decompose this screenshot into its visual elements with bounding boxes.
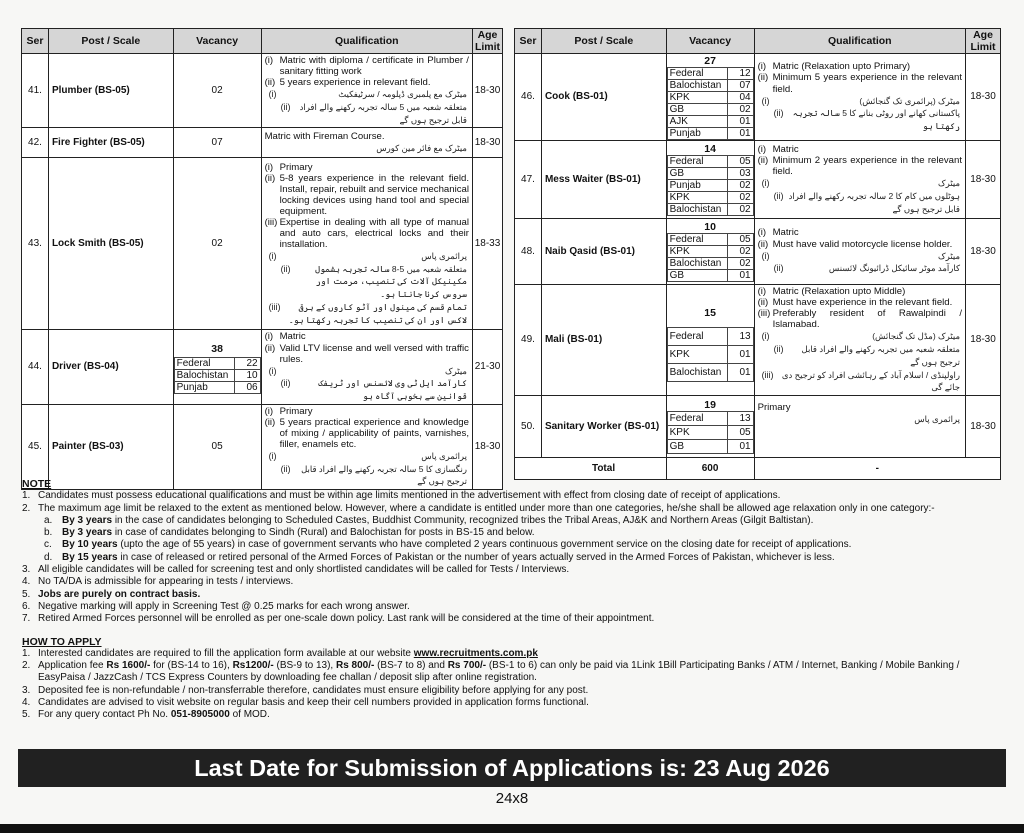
row-post: Cook (BS-01) <box>541 54 666 141</box>
row-vacancy: 05 <box>173 404 261 489</box>
row-ser: 46. <box>515 54 542 141</box>
row-post: Lock Smith (BS-05) <box>48 158 173 330</box>
row-ser: 45. <box>22 404 49 489</box>
row-age: 18-30 <box>472 404 502 489</box>
table-row <box>515 54 1001 141</box>
row-age: 18-30 <box>966 285 1001 396</box>
vacancy-split: Federal 05 KPK 02 Balochistan 02 GB 01 <box>667 233 754 282</box>
list-item: d. By 15 years in case of released or retired personal of the Armed Forces of Pakistan or the number of years actually served in the Armed Forces of Pakistan, whichever is less. <box>44 551 835 563</box>
vacancy-split: Federal 22 Balochistan 10 Punjab 06 <box>174 357 261 394</box>
list-item: 3. Deposited fee is non-refundable / non-transferrable therefore, candidates must ensure eligibility before applying for any post. <box>22 684 589 696</box>
row-ser: 44. <box>22 330 49 404</box>
list-item: 4. No TA/DA is admissible for appearing in tests / interviews. <box>22 576 294 588</box>
how-to-apply-heading: HOW TO APPLY <box>22 635 102 648</box>
row-post: Mess Waiter (BS-01) <box>541 141 666 219</box>
row-age: 18-30 <box>966 396 1001 458</box>
row-vacancy: 02 <box>173 158 261 330</box>
row-vacancy: 07 <box>173 128 261 158</box>
row-age: 18-33 <box>472 158 502 330</box>
row-qualification: (i) Matric (Relaxation upto Middle) (ii) Must have experience in the relevant field. (iii) Preferably resident of Rawalpindi / Islamabad. (i) میٹرک (مڈل تک گنجائش) (ii) متعلقہ شعبہ میں تجربہ رکھنے والے افراد قابل ترجیح ہوں گے (iii) راولپنڈی / اسلام آباد کے رہائشی افراد کو ترجیح دی جائے گی <box>754 285 965 396</box>
row-qualification: (i) Matric (ii) Must have valid motorcycle license holder. (i) میٹرک (ii) کارآمد موٹر سائیکل ڈرائیونگ لائسنس <box>754 219 965 285</box>
table-row <box>22 158 503 330</box>
total-vacancy: 600 <box>666 458 754 480</box>
row-qualification: Primary پرائمری پاس <box>754 396 965 458</box>
row-ser: 43. <box>22 158 49 330</box>
contact-phone: 051-8905000 <box>170 709 230 721</box>
row-vacancy: 10 Federal 05 KPK 02 Balochistan 02 GB 01 <box>666 219 754 285</box>
last-date-banner: Last Date for Submission of Applications is: 23 Aug 2026 <box>18 749 1006 787</box>
row-post: Naib Qasid (BS-01) <box>541 219 666 285</box>
list-item: 1. Interested candidates are required to fill the application form available at our website www.recruitments.com.pk <box>22 647 538 659</box>
table-row <box>515 141 1001 219</box>
row-vacancy: 19 Federal 13 KPK 05 GB 01 <box>666 396 754 458</box>
row-qualification: (i) Primary (ii) 5 years practical experience and knowledge of mixing / applicability of paints, varnishes, filler, enamels etc. (i) پرائمری پاس (ii) رنگسازی کا 5 سالہ تجربہ رکھنے والے افراد قابل ترجیح ہوں گے <box>261 404 472 489</box>
row-qualification: (i) Primary (ii) 5-8 years experience in the relevant field. Install, repair, rebuilt and service mechanical locking devices using hand tool and special equipment. (iii) Expertise in dealing with all type of manual and auto cars, electrical locks and their installation. (i) پرائمری پاس (ii) متعلقہ شعبہ میں 5-8 سالہ تجربہ بشمول مکینیکل آلات کی تنصیب، مرمت اور سروس کرنا جانتا ہو۔ (iii) تمام قسم کی مینول اور آٹو کاروں کے برقی لاکس اور ان کی تنصیب کا تجربہ رکھتا ہو۔ <box>261 158 472 330</box>
row-vacancy: 38 Federal 22 Balochistan 10 Punjab 06 <box>173 330 261 404</box>
table-row <box>22 330 503 404</box>
vacancy-split: Federal 12 Balochistan 07 KPK 04 GB 02 AJK 01 Punjab 01 <box>667 67 754 140</box>
list-item: c. By 10 years (upto the age of 55 years) in case of government servants who have completed 2 years continuous government service on the closing date for receipt of applications. <box>44 539 852 551</box>
row-ser: 50. <box>515 396 542 458</box>
list-item: 2. Application fee Rs 1600/- for (BS-14 to 16), Rs1200/- (BS-9 to 13), Rs 800/- (BS-7 to 8) and Rs 700/- (BS-1 to 6) can only be paid via 1Link 1Bill Participating Banks / ATM / Internet, Banking / Mobile Banking / EasyPaisa / JazzCash / TCS Express Counters by downloading fee challan / deposit slip after online registration. <box>22 660 960 684</box>
row-post: Mali (BS-01) <box>541 285 666 396</box>
row-post: Plumber (BS-05) <box>48 54 173 128</box>
header-age: Age Limit <box>966 29 1001 54</box>
vacancy-split: Federal 05 GB 03 Punjab 02 KPK 02 Balochistan 02 <box>667 155 754 216</box>
bottom-bar <box>0 824 1024 833</box>
total-label: Total <box>541 458 666 480</box>
list-item: 5. For any query contact Ph No. 051-8905000 of MOD. <box>22 709 270 721</box>
list-item: a. By 3 years in the case of candidates belonging to Scheduled Castes, Buddhist Community, recognized tribes the Tribal Areas, AJ&K and Northern Areas (Gilgit Baltistan). <box>44 514 814 526</box>
row-post: Driver (BS-04) <box>48 330 173 404</box>
header-ser: Ser <box>515 29 542 54</box>
table-row <box>515 219 1001 285</box>
row-age: 18-30 <box>966 141 1001 219</box>
row-qualification: Matric with Fireman Course. میٹرک مع فائر مین کورس <box>261 128 472 158</box>
website-link[interactable]: www.recruitments.com.pk <box>413 647 538 659</box>
list-item: 1. Candidates must possess educational qualifications and must be within age limits mentioned in the advertisement with effect from closing date of receipt of applications. <box>22 490 781 502</box>
row-age: 18-30 <box>472 54 502 128</box>
notes-section <box>22 478 1004 722</box>
row-ser: 41. <box>22 54 49 128</box>
header-qualification: Qualification <box>754 29 965 54</box>
row-post: Sanitary Worker (BS-01) <box>541 396 666 458</box>
header-qualification: Qualification <box>261 29 472 54</box>
header-ser: Ser <box>22 29 49 54</box>
row-vacancy: 14 Federal 05 GB 03 Punjab 02 KPK 02 Balochistan 02 <box>666 141 754 219</box>
total-row <box>515 458 1001 480</box>
row-qualification: (i) Matric (Relaxation upto Primary) (ii) Minimum 5 years experience in the relevant field. (i) میٹرک (پرائمری تک گنجائش) (ii) پاکستانی کھانے اور روٹی بنانے کا 5 سالہ تجربہ رکھتا ہو <box>754 54 965 141</box>
row-qualification: (i) Matric (ii) Minimum 2 years experience in the relevant field. (i) میٹرک (ii) ہوٹلوں میں کام کا 2 سالہ تجربہ رکھنے والے افراد قابل ترجیح ہوں گے <box>754 141 965 219</box>
row-age: 18-30 <box>966 219 1001 285</box>
posts-table-left <box>21 28 503 490</box>
list-item: 3. All eligible candidates will be called for screening test and only shortlisted candidates will be called for Tests / Interviews. <box>22 564 570 576</box>
row-vacancy: 27 Federal 12 Balochistan 07 KPK 04 GB 02 AJK 01 Punjab 01 <box>666 54 754 141</box>
list-item: b. By 3 years in case of candidates belonging to Sindh (Rural) and Balochistan for posts in BS-15 and below. <box>44 527 535 539</box>
table-row <box>22 128 503 158</box>
list-item: 5. Jobs are purely on contract basis. <box>22 588 201 600</box>
row-ser: 48. <box>515 219 542 285</box>
row-vacancy: 02 <box>173 54 261 128</box>
total-qualification: - <box>754 458 1000 480</box>
row-post: Fire Fighter (BS-05) <box>48 128 173 158</box>
row-ser: 49. <box>515 285 542 396</box>
vacancy-split: Federal 13 KPK 01 Balochistan 01 <box>667 327 754 382</box>
row-age: 18-30 <box>966 54 1001 141</box>
header-vacancy: Vacancy <box>173 29 261 54</box>
list-item: 7. Retired Armed Forces personnel will be enrolled as per one-scale down policy. Last rank will be considered at the time of their appointment. <box>22 613 655 625</box>
ad-size-code: 24x8 <box>495 790 529 807</box>
row-qualification: (i) Matric (ii) Valid LTV license and well versed with traffic rules. (i) میٹرک (ii) کارآمد ایل ٹی وی لائسنس اور ٹریفک قوانین سے بخوبی آگاہ ہو <box>261 330 472 404</box>
header-post: Post / Scale <box>541 29 666 54</box>
header-age: Age Limit <box>472 29 502 54</box>
row-ser: 42. <box>22 128 49 158</box>
header-vacancy: Vacancy <box>666 29 754 54</box>
posts-table-right <box>514 28 1001 480</box>
row-ser: 47. <box>515 141 542 219</box>
vacancy-split: Federal 13 KPK 05 GB 01 <box>667 411 754 454</box>
note-heading: NOTE <box>22 478 52 490</box>
list-item: 4. Candidates are advised to visit website on regular basis and keep their cell numbers provided in application forms functional. <box>22 697 589 709</box>
row-vacancy: 15 Federal 13 KPK 01 Balochistan 01 <box>666 285 754 396</box>
row-age: 18-30 <box>472 128 502 158</box>
row-age: 21-30 <box>472 330 502 404</box>
row-post: Painter (BS-03) <box>48 404 173 489</box>
row-qualification: (i) Matric with diploma / certificate in Plumber / sanitary fitting work (ii) 5 years experience in relevant field. (i) میٹرک مع پلمبری ڈپلومہ / سرٹیفکیٹ (ii) متعلقہ شعبہ میں 5 سالہ تجربہ رکھنے والے افراد قابل ترجیح ہوں گے <box>261 54 472 128</box>
list-item: 6. Negative marking will apply in Screening Test @ 0.25 marks for each wrong answer. <box>22 600 410 612</box>
table-row <box>22 54 503 128</box>
table-row <box>515 396 1001 458</box>
header-post: Post / Scale <box>48 29 173 54</box>
table-row <box>22 404 503 489</box>
table-row <box>515 285 1001 396</box>
list-item: 2. The maximum age limit be relaxed to the extent as mentioned below. However, where a candidate is entitled under more than one categories, he/she shall be allowed age relaxation only in one category:- <box>22 502 935 514</box>
